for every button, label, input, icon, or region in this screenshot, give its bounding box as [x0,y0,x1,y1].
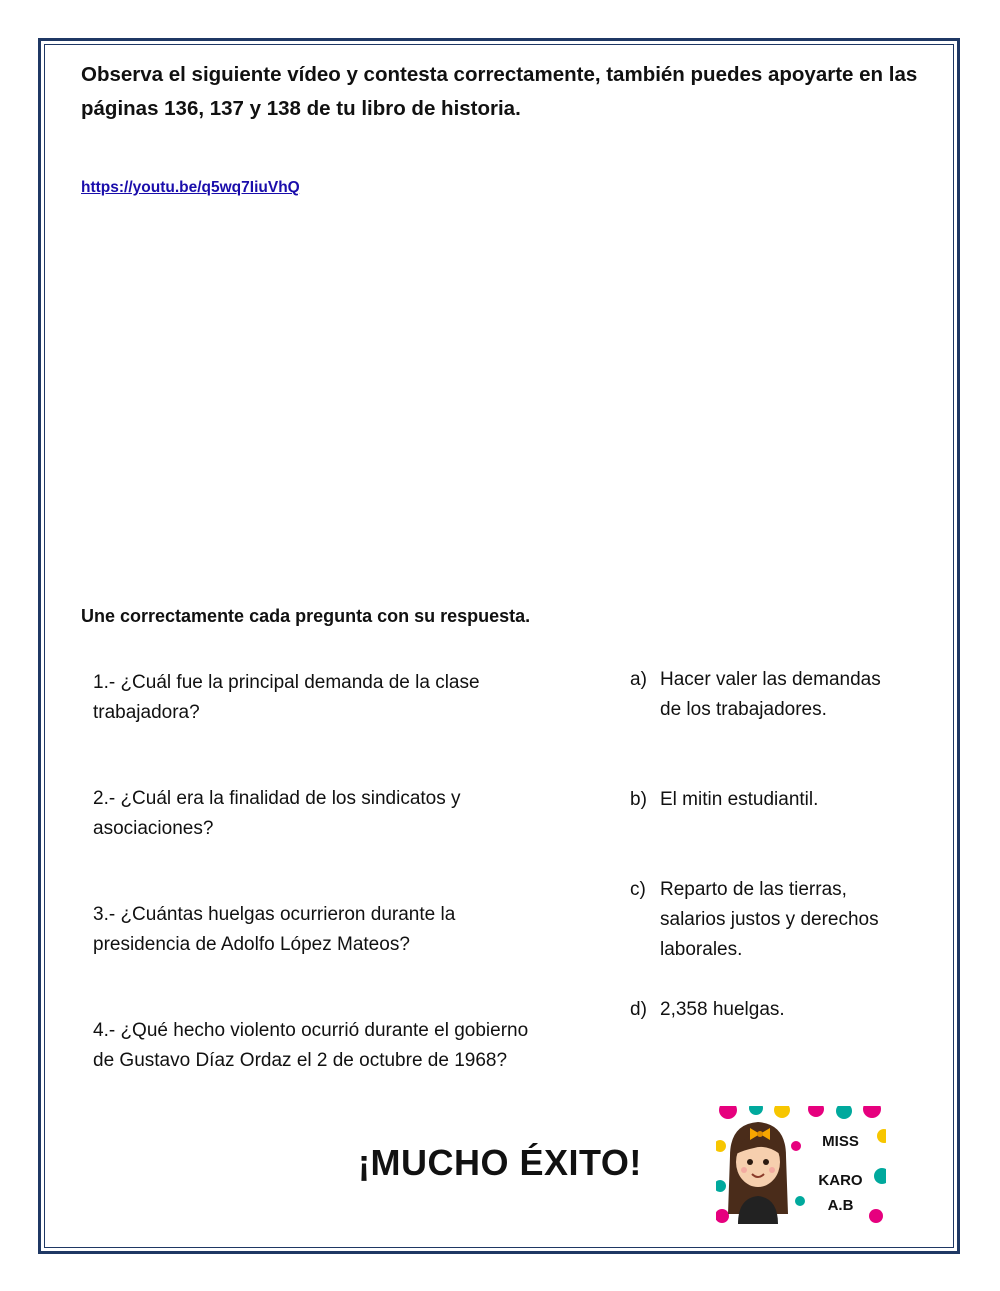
answer-text: El mitin estudiantil. [660,789,819,810]
answer-text: Reparto de las tierras, salarios justos y derechos laborales. [660,879,879,960]
answer-c [630,875,890,965]
answer-letter: a) [630,669,647,690]
badge-line-2: KARO [818,1172,863,1189]
instructions-text: Observa el siguiente vídeo y contesta correctamente, también puedes apoyarte en las páginas 136, 137 y 138 de tu libro de historia. [81,63,918,120]
video-link[interactable]: https://youtu.be/q5wq7IiuVhQ [81,179,300,196]
answer-b [630,785,890,815]
teacher-badge [716,1106,886,1224]
answer-letter: d) [630,999,647,1020]
answer-d [630,995,890,1025]
answer-letter: b) [630,789,647,810]
matching-subheading: Une correctamente cada pregunta con su respuesta. [81,606,531,626]
badge-line-3: A.B [827,1197,854,1214]
question-2: 2.- ¿Cuál era la finalidad de los sindicatos y asociaciones? [93,788,461,839]
closing-message: ¡MUCHO ÉXITO! [358,1142,642,1183]
answer-a [630,665,890,725]
answer-text: Hacer valer las demandas de los trabajadores. [660,669,881,720]
answer-letter: c) [630,879,646,900]
answer-text: 2,358 huelgas. [660,999,785,1020]
badge-line-1: MISS [822,1133,859,1150]
question-4: 4.- ¿Qué hecho violento ocurrió durante el gobierno de Gustavo Díaz Ordaz el 2 de octubre de 1968? [93,1020,529,1071]
question-1: 1.- ¿Cuál fue la principal demanda de la clase trabajadora? [93,672,480,723]
question-3: 3.- ¿Cuántas huelgas ocurrieron durante la presidencia de Adolfo López Mateos? [93,904,456,955]
